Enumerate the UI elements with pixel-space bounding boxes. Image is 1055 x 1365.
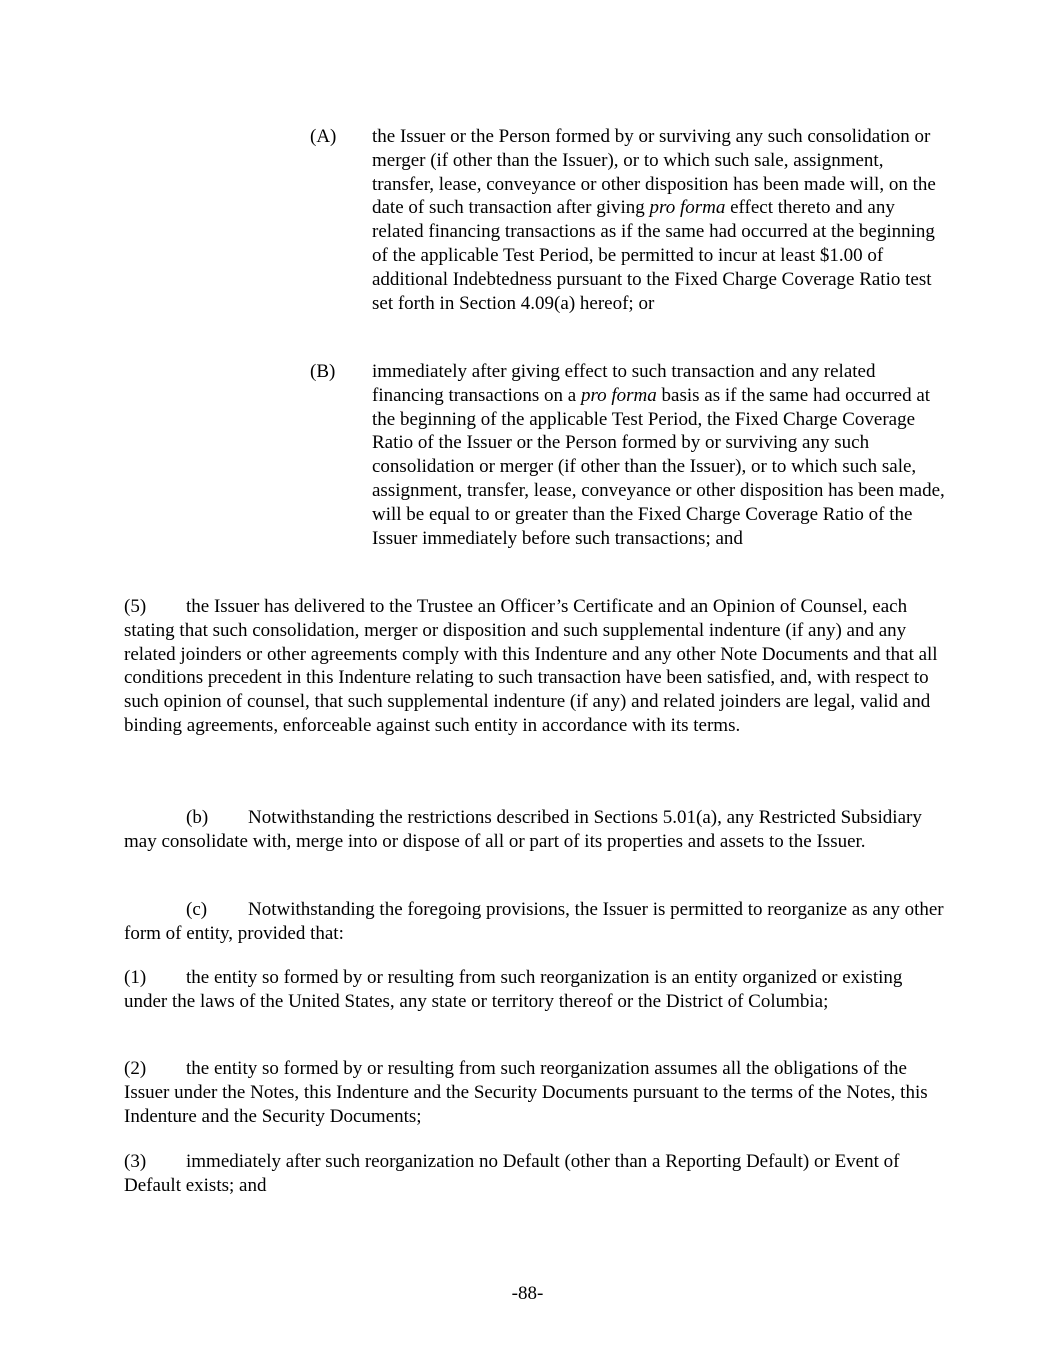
clause-A-label: (A) [310,126,337,147]
paragraph-1-number: (1) [124,967,147,988]
clause-B-text: immediately after giving effect to such transaction and any related financing transactions on a pro forma basis as if the same had occurred at the beginning of the applicable Test Period, the Fixed Charge Coverage Ratio of the Issuer or the Person formed by or surviving any such consolidation or merger (if other than the Issuer), or to which such sale, assignment, transfer, lease, conveyance or other disposition has been made, will be equal to or greater than the Fixed Charge Coverage Ratio of the Issuer immediately before such transactions; and [372,361,945,549]
clause-A-text: the Issuer or the Person formed by or surviving any such consolidation or merger (if other than the Issuer), or to which such sale, assignment, transfer, lease, conveyance or other disposition has been made will, on the date of such transaction after giving pro forma effect thereto and any related financing transactions as if the same had occurred at the beginning of the applicable Test Period, be permitted to incur at least $1.00 of additional Indebtedness pursuant to the Fixed Charge Coverage Ratio test set forth in Section 4.09(a) hereof; or [372,126,936,314]
paragraph-2 [124,1057,944,1128]
paragraph-3-number: (3) [124,1151,147,1172]
paragraph-c [124,898,944,946]
paragraph-1 [124,966,944,1014]
paragraph-2-text: the entity so formed by or resulting from such reorganization assumes all the obligations of the Issuer under the Notes, this Indenture and the Security Documents pursuant to the terms of the Notes, this Indenture and the Security Documents; [124,1058,928,1127]
paragraph-5-number: (5) [124,596,147,617]
italic-pro-forma: pro forma [649,197,726,219]
italic-pro-forma: pro forma [580,384,657,406]
paragraph-b-label: (b) [186,807,209,828]
clause-B [310,360,950,550]
paragraph-3 [124,1150,944,1198]
paragraph-b-text: Notwithstanding the restrictions described in Sections 5.01(a), any Restricted Subsidiary may consolidate with, merge into or dispose of all or part of its properties and assets to the Issuer. [124,807,922,852]
paragraph-3-text: immediately after such reorganization no Default (other than a Reporting Default) or Event of Default exists; and [124,1151,900,1196]
clause-A [310,125,950,315]
page-number: -88- [511,1283,544,1304]
paragraph-c-label: (c) [186,899,208,920]
paragraph-2-number: (2) [124,1058,147,1079]
paragraph-1-text: the entity so formed by or resulting from such reorganization is an entity organized or existing under the laws of the United States, any state or territory thereof or the District of Columbia; [124,967,903,1012]
paragraph-5 [124,595,944,738]
paragraph-b [124,806,944,854]
paragraph-5-text: the Issuer has delivered to the Trustee an Officer’s Certificate and an Opinion of Counsel, each stating that such consolidation, merger or disposition and such supplemental indenture (if any) and any related joinders or other agreements comply with this Indenture and any other Note Documents and that all conditions precedent in this Indenture relating to such transaction have been satisfied, and, with respect to such opinion of counsel, that such supplemental indenture (if any) and related joinders are legal, valid and binding agreements, enforceable against such entity in accordance with its terms. [124,596,938,736]
paragraph-c-text: Notwithstanding the foregoing provisions, the Issuer is permitted to reorganize as any other form of entity, provided that: [124,899,944,944]
clause-B-label: (B) [310,361,336,382]
